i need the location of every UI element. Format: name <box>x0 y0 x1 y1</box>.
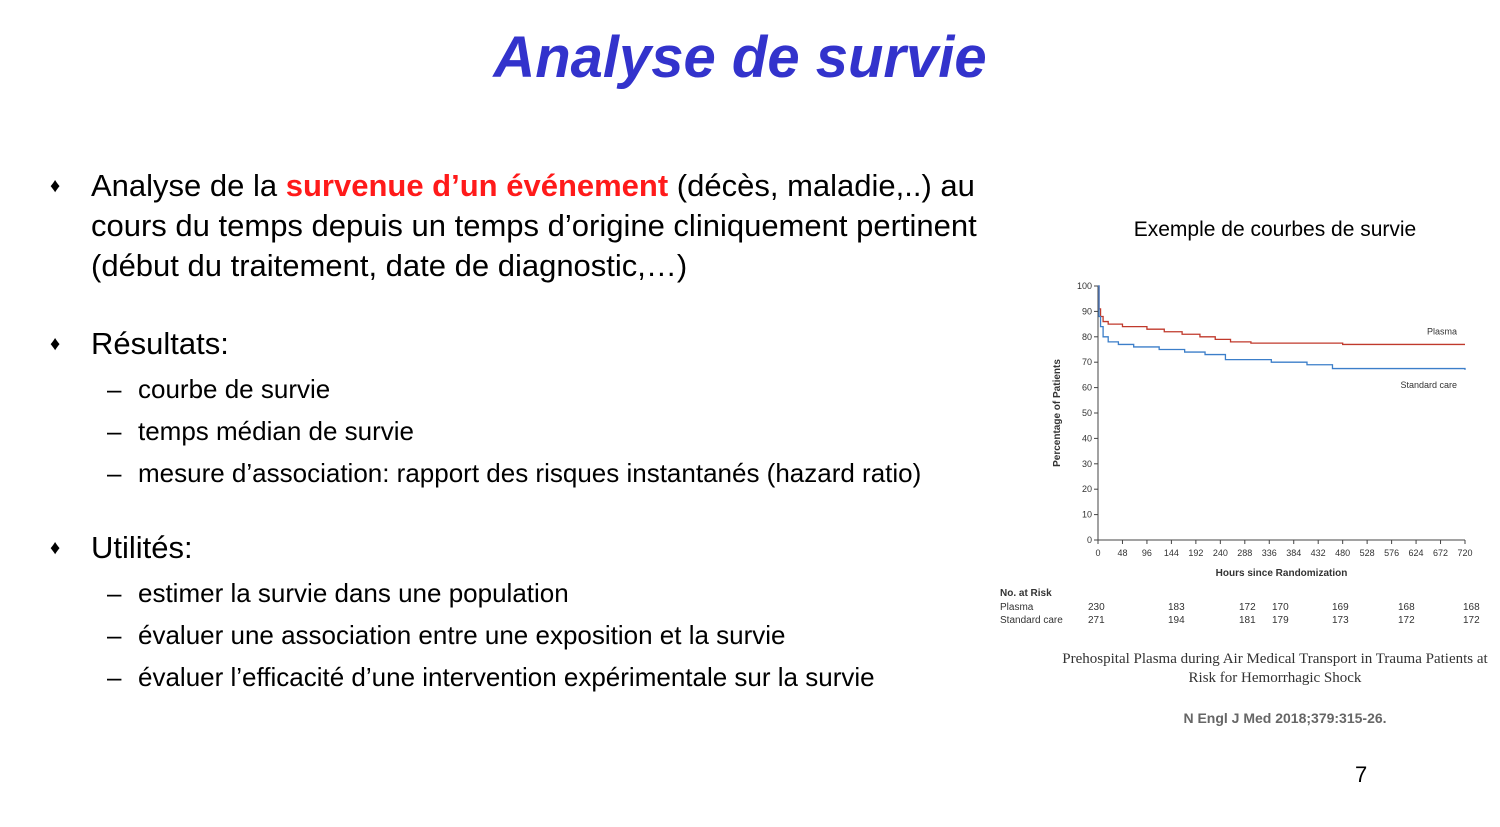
bullet-list <box>50 166 980 694</box>
diamond-bullet-icon: ♦ <box>50 537 61 559</box>
utilities-item-text: estimer la survie dans une population <box>138 578 569 608</box>
risk-value: 179 <box>1272 615 1289 626</box>
y-tick-label: 20 <box>1081 484 1092 495</box>
risk-value: 230 <box>1088 602 1105 613</box>
x-tick-label: 720 <box>1457 548 1473 558</box>
risk-value: 172 <box>1239 602 1256 613</box>
x-tick-label: 96 <box>1141 548 1152 558</box>
risk-value: 170 <box>1272 602 1289 613</box>
x-tick-label: 48 <box>1117 548 1128 558</box>
risk-value: 168 <box>1463 602 1480 613</box>
utilities-item-text: évaluer l’efficacité d’une intervention expérimentale sur la survie <box>138 662 875 692</box>
x-axis-label: Hours since Randomization <box>1215 568 1348 579</box>
results-item-text: mesure d’association: rapport des risques instantanés (hazard ratio) <box>138 458 922 488</box>
y-tick-label: 10 <box>1081 509 1092 520</box>
risk-value: 181 <box>1239 615 1256 626</box>
x-tick-label: 576 <box>1384 548 1400 558</box>
y-tick-label: 40 <box>1081 433 1092 444</box>
definition-highlight: survenue d’un événement <box>285 168 669 203</box>
bullet-utilities <box>50 528 980 568</box>
results-item <box>50 414 980 448</box>
y-tick-label: 60 <box>1081 382 1092 393</box>
dash-bullet-icon: – <box>107 662 122 692</box>
bullet-results <box>50 324 980 364</box>
x-tick-label: 432 <box>1310 548 1326 558</box>
risk-value: 271 <box>1088 615 1105 626</box>
results-item-text: courbe de survie <box>138 374 331 404</box>
paper-title: Prehospital Plasma during Air Medical Transport in Trauma Patients at Risk for Hemorrhagic Shock <box>1062 651 1488 686</box>
citation: N Engl J Med 2018;379:315-26. <box>1183 710 1387 726</box>
dash-bullet-icon: – <box>107 620 122 650</box>
risk-value: 173 <box>1332 615 1349 626</box>
definition-text-end: (décès, maladie,..) au cours du temps depuis un temps d’origine cliniquement pertinent (début du traitement, date de diagnostic,…) <box>91 168 977 283</box>
y-tick-label: 100 <box>1076 281 1092 291</box>
y-tick-label: 30 <box>1081 458 1092 469</box>
series-label: Plasma <box>1426 326 1457 337</box>
x-tick-label: 192 <box>1188 548 1204 558</box>
dash-bullet-icon: – <box>107 578 122 608</box>
utilities-item <box>50 660 980 694</box>
x-tick-label: 0 <box>1095 548 1101 558</box>
dash-bullet-icon: – <box>107 416 122 446</box>
y-axis-label: Percentage of Patients <box>1052 359 1063 467</box>
utilities-item-text: évaluer une association entre une exposition et la survie <box>138 620 786 650</box>
series-line-plasma <box>1098 286 1465 344</box>
page-number: 7 <box>1355 762 1368 787</box>
y-tick-label: 80 <box>1081 331 1092 342</box>
utilities-label: Utilités: <box>91 530 193 565</box>
risk-table-header: No. at Risk <box>1000 588 1052 599</box>
x-tick-label: 240 <box>1212 548 1228 558</box>
utilities-sublist <box>50 576 980 694</box>
risk-value: 183 <box>1168 602 1185 613</box>
y-tick-label: 50 <box>1081 408 1092 418</box>
series-label: Standard care <box>1400 379 1457 390</box>
dash-bullet-icon: – <box>107 458 122 488</box>
bullet-definition <box>50 166 980 286</box>
results-item-text: temps médian de survie <box>138 416 415 446</box>
x-tick-label: 672 <box>1433 548 1449 558</box>
diamond-bullet-icon: ♦ <box>50 175 61 197</box>
x-tick-label: 624 <box>1408 548 1424 558</box>
y-tick-label: 70 <box>1081 357 1092 368</box>
risk-value: 194 <box>1168 615 1185 626</box>
y-tick-label: 90 <box>1081 306 1092 317</box>
risk-value: 172 <box>1463 615 1480 626</box>
utilities-item <box>50 576 980 610</box>
figure-caption: Exemple de courbes de survie <box>1133 218 1417 241</box>
utilities-item <box>50 618 980 652</box>
x-tick-label: 480 <box>1335 548 1351 558</box>
slide-title: Analyse de survie <box>493 25 987 90</box>
risk-row-label: Plasma <box>1000 602 1034 613</box>
x-tick-label: 384 <box>1286 548 1302 558</box>
results-label: Résultats: <box>91 326 229 361</box>
risk-value: 172 <box>1398 615 1415 626</box>
diamond-bullet-icon: ♦ <box>50 333 61 355</box>
results-sublist <box>50 372 980 490</box>
x-tick-label: 144 <box>1163 548 1179 558</box>
results-item <box>50 456 980 490</box>
y-tick-label: 0 <box>1086 535 1092 545</box>
survival-chart <box>1000 276 1490 581</box>
risk-value: 169 <box>1332 602 1349 613</box>
series-line-standard-care <box>1098 286 1465 370</box>
x-tick-label: 528 <box>1359 548 1375 558</box>
x-tick-label: 336 <box>1261 548 1277 558</box>
definition-text-start: Analyse de la <box>91 168 286 203</box>
risk-value: 168 <box>1398 602 1415 613</box>
x-tick-label: 288 <box>1237 548 1253 558</box>
risk-row-label: Standard care <box>1000 615 1063 626</box>
results-item <box>50 372 980 406</box>
dash-bullet-icon: – <box>107 374 122 404</box>
